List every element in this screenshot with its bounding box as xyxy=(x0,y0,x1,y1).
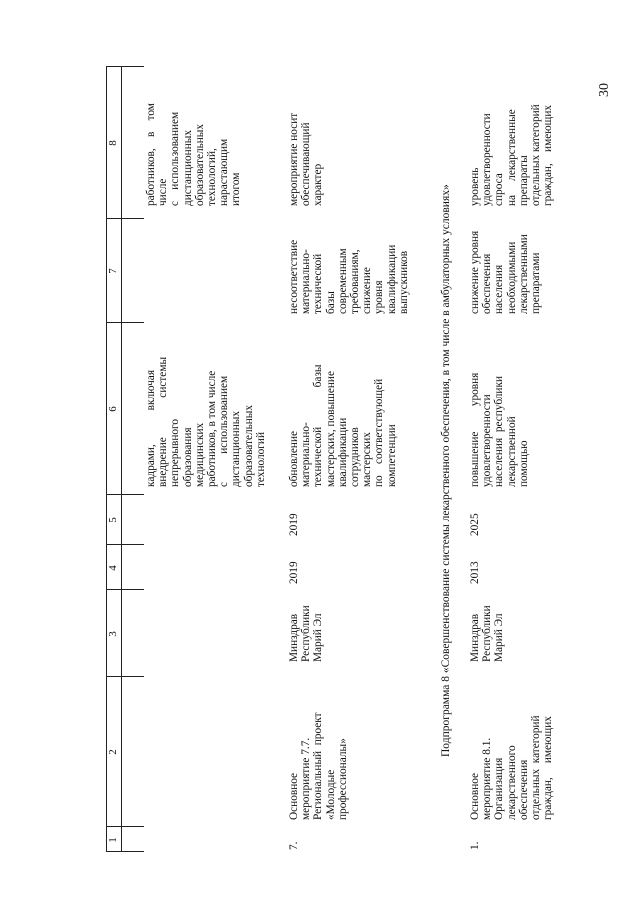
col-divider xyxy=(106,322,144,323)
header-bottom-border xyxy=(121,67,122,852)
header-col-4: 4 xyxy=(107,565,119,571)
cont-cell-mechanism: кадрами, включая внедрение системы непрерывного образования медицинских работников, в том числе с использованием дистанционных образовательных технологий xyxy=(145,356,267,487)
col-divider xyxy=(106,218,144,219)
header-col-1: 1 xyxy=(107,837,119,843)
header-col-6: 6 xyxy=(107,406,119,412)
header-col-5: 5 xyxy=(107,517,119,523)
table-cell-activity: Основное мероприятие 8.1. Организация лекарственного обеспечения отдельных категорий граждан, имеющих xyxy=(469,715,555,820)
table-cell-end-year: 2025 xyxy=(469,513,481,536)
col-divider xyxy=(106,589,144,590)
table-cell-number: 1. xyxy=(469,841,481,850)
table-cell-result: обновление материально- технической базы мастерских, повышение квалификации сотрудников мастерских по соответствующей компетенции xyxy=(288,364,398,487)
table-cell-number: 7. xyxy=(288,841,300,850)
col-divider xyxy=(106,66,144,67)
table-cell-start-year: 2013 xyxy=(469,561,481,584)
table-cell-indicator: мероприятие носит обеспечивающий характер xyxy=(288,112,325,206)
table-cell-result: повышение уровня удовлетворенности населения республики лекарственной помощью xyxy=(469,372,530,487)
header-col-8: 8 xyxy=(107,140,119,146)
cont-cell-indicator: работников, в том числе с использованием дистанционных образовательных технологий, нарастающим итогом xyxy=(145,103,243,206)
table-cell-start-year: 2019 xyxy=(288,561,300,584)
col-divider xyxy=(106,494,144,495)
page-number: 30 xyxy=(597,83,612,97)
table-cell-indicator: уровень удовлетворенности спроса на лекарственные препараты отдельных категорий граждан, имеющих xyxy=(469,104,555,206)
subprogram-heading: Подпрограмма 8 «Совершенствование системы лекарственного обеспечения, в том числе в амбулаторных условиях» xyxy=(440,184,452,757)
col-divider xyxy=(106,676,144,677)
col-divider xyxy=(106,544,144,545)
table-cell-end-year: 2019 xyxy=(288,513,300,536)
table-cell-consequence: несоответствие материально- технической базы современным требованиям, снижение уровня квалификации выпускников xyxy=(288,239,410,314)
header-col-2: 2 xyxy=(107,749,119,755)
document-table xyxy=(106,67,584,852)
table-cell-consequence: снижение уровня обеспечения населения необходимыми лекарственными препаратами xyxy=(469,230,543,314)
header-col-3: 3 xyxy=(107,631,119,637)
table-cell-activity: Основное мероприятие 7.7. Региональный проект «Молодые профессионалы» xyxy=(288,712,349,820)
header-col-7: 7 xyxy=(107,268,119,274)
table-cell-executor: Минздрав Республики Марий Эл xyxy=(288,605,325,662)
table-cell-executor: Минздрав Республики Марий Эл xyxy=(469,605,506,662)
